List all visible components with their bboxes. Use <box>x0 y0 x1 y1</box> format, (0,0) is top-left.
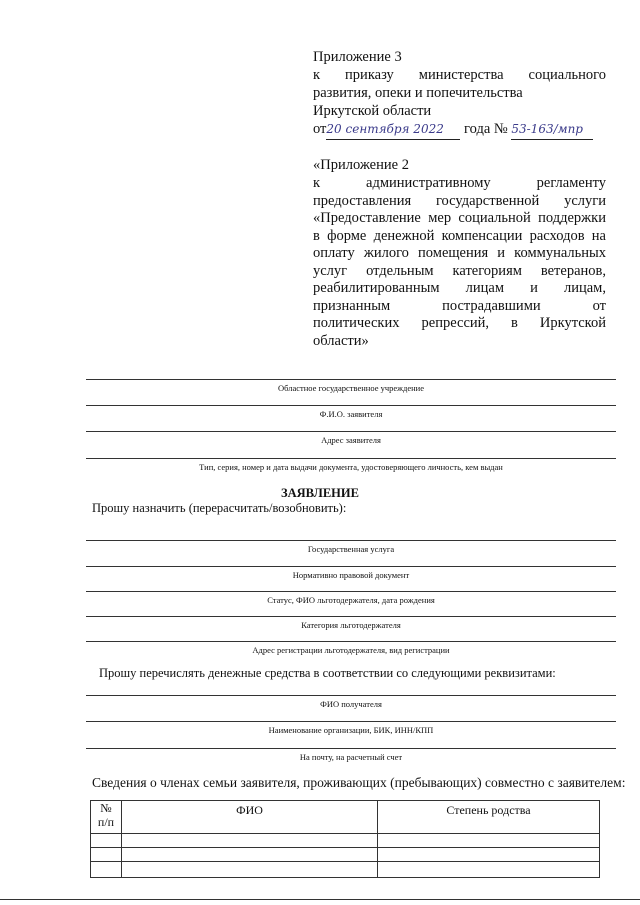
page-bottom-rule <box>0 899 640 900</box>
appendix-2-body <box>313 175 606 350</box>
field-beneficiary-category[interactable] <box>86 616 616 630</box>
field-caption: На почту, на расчетный счет <box>299 752 403 762</box>
fill-line <box>86 379 616 380</box>
fill-line <box>86 591 616 592</box>
fill-line <box>86 641 616 642</box>
col-number-symbol: № <box>100 801 112 815</box>
fill-line <box>86 458 616 459</box>
field-caption: Наименование организации, БИК, ИНН/КПП <box>268 725 434 735</box>
appendix-3-order-line <box>313 67 606 85</box>
field-caption: Адрес регистрации льготодержателя, вид регистрации <box>252 645 450 655</box>
family-members-table <box>90 800 600 878</box>
appendix-3-date-line <box>313 121 606 140</box>
fill-line <box>86 566 616 567</box>
family-members-heading: Сведения о членах семьи заявителя, проживающих (пребывающих) совместно с заявителем: <box>92 775 626 790</box>
table-cell[interactable] <box>378 862 600 878</box>
field-caption: Областное государственное учреждение <box>278 383 424 393</box>
field-recipient-name[interactable] <box>86 695 616 709</box>
col-fio-header: ФИО <box>122 801 378 834</box>
table-cell[interactable] <box>91 848 122 862</box>
table-row <box>91 862 600 878</box>
field-applicant-name[interactable] <box>86 405 616 419</box>
handwritten-number: 53-163/мпр <box>511 121 593 140</box>
appendix-2-line: «Предоставление мер социальной поддержки <box>313 210 606 226</box>
order-word-social: социального <box>528 67 607 83</box>
field-registration-address[interactable] <box>86 641 616 655</box>
order-word-ministry: министерства <box>418 67 504 83</box>
date-prefix: от <box>313 121 327 137</box>
table-row <box>91 834 600 848</box>
year-number-label: года № <box>464 121 508 137</box>
field-state-service[interactable] <box>86 540 616 554</box>
appendix-2-line: услуг отдельным категориям ветеранов, <box>313 262 606 279</box>
fill-line <box>86 721 616 722</box>
fill-line <box>86 540 616 541</box>
field-caption: Тип, серия, номер и дата выдачи документа, удостоверяющего личность, кем выдан <box>199 462 503 472</box>
appendix-3-region-line: Иркутской области <box>313 103 432 119</box>
field-caption: Категория льготодержателя <box>301 620 401 630</box>
table-cell[interactable] <box>378 848 600 862</box>
col-number-header <box>91 801 122 834</box>
appendix-2-line: к административному регламенту <box>313 175 606 191</box>
table-header-row <box>91 801 600 834</box>
fill-line <box>86 695 616 696</box>
table-cell[interactable] <box>91 862 122 878</box>
field-caption: Адрес заявителя <box>321 435 381 445</box>
field-beneficiary-status[interactable] <box>86 591 616 605</box>
col-relation-header: Степень родства <box>378 801 600 834</box>
appendix-2-line: оплату жилого помещения и коммунальных <box>313 245 606 261</box>
table-row <box>91 848 600 862</box>
field-identity-document[interactable] <box>86 458 616 472</box>
field-institution[interactable] <box>86 379 616 393</box>
field-payment-method[interactable] <box>86 748 616 762</box>
handwritten-date: 20 сентября 2022 <box>326 121 460 140</box>
field-caption: ФИО получателя <box>320 699 382 709</box>
table-cell[interactable] <box>122 848 378 862</box>
appendix-2-last-line: области» <box>313 332 369 349</box>
appendix-3-ministry-line: развития, опеки и попечительства <box>313 85 523 101</box>
field-caption: Нормативно правовой документ <box>292 570 410 580</box>
order-word-k: к <box>313 67 321 83</box>
fill-line <box>86 431 616 432</box>
field-bank-details[interactable] <box>86 721 616 735</box>
statement-title: ЗАЯВЛЕНИЕ <box>281 486 359 500</box>
order-word-prikazu: приказу <box>345 67 394 83</box>
field-caption: Ф.И.О. заявителя <box>319 409 383 419</box>
field-caption: Статус, ФИО льготодержателя, дата рождения <box>267 595 435 605</box>
appendix-2-line: в форме денежной компенсации расходов на <box>313 227 606 244</box>
field-legal-document[interactable] <box>86 566 616 580</box>
appendix-3-title: Приложение 3 <box>313 49 402 65</box>
table-cell[interactable] <box>378 834 600 848</box>
appendix-2-line: предоставления государственной услуги <box>313 192 606 209</box>
fill-line <box>86 748 616 749</box>
transfer-request-text: Прошу перечислять денежные средства в соответствии со следующими реквизитами: <box>99 666 556 680</box>
fill-line <box>86 405 616 406</box>
appendix-2-line: признанным пострадавшими от <box>313 297 606 314</box>
table-cell[interactable] <box>91 834 122 848</box>
fill-line <box>86 616 616 617</box>
appendix-2-title: «Приложение 2 <box>313 157 409 173</box>
statement-request-text: Прошу назначить (перерасчитать/возобновить): <box>92 501 347 515</box>
appendix-2-line: реабилитированным лицам и лицам, <box>313 280 606 296</box>
field-applicant-address[interactable] <box>86 431 616 445</box>
table-cell[interactable] <box>122 862 378 878</box>
col-number-abbrev: п/п <box>97 815 115 829</box>
field-caption: Государственная услуга <box>307 544 395 554</box>
appendix-2-line: политических репрессий, в Иркутской <box>313 315 606 331</box>
table-cell[interactable] <box>122 834 378 848</box>
